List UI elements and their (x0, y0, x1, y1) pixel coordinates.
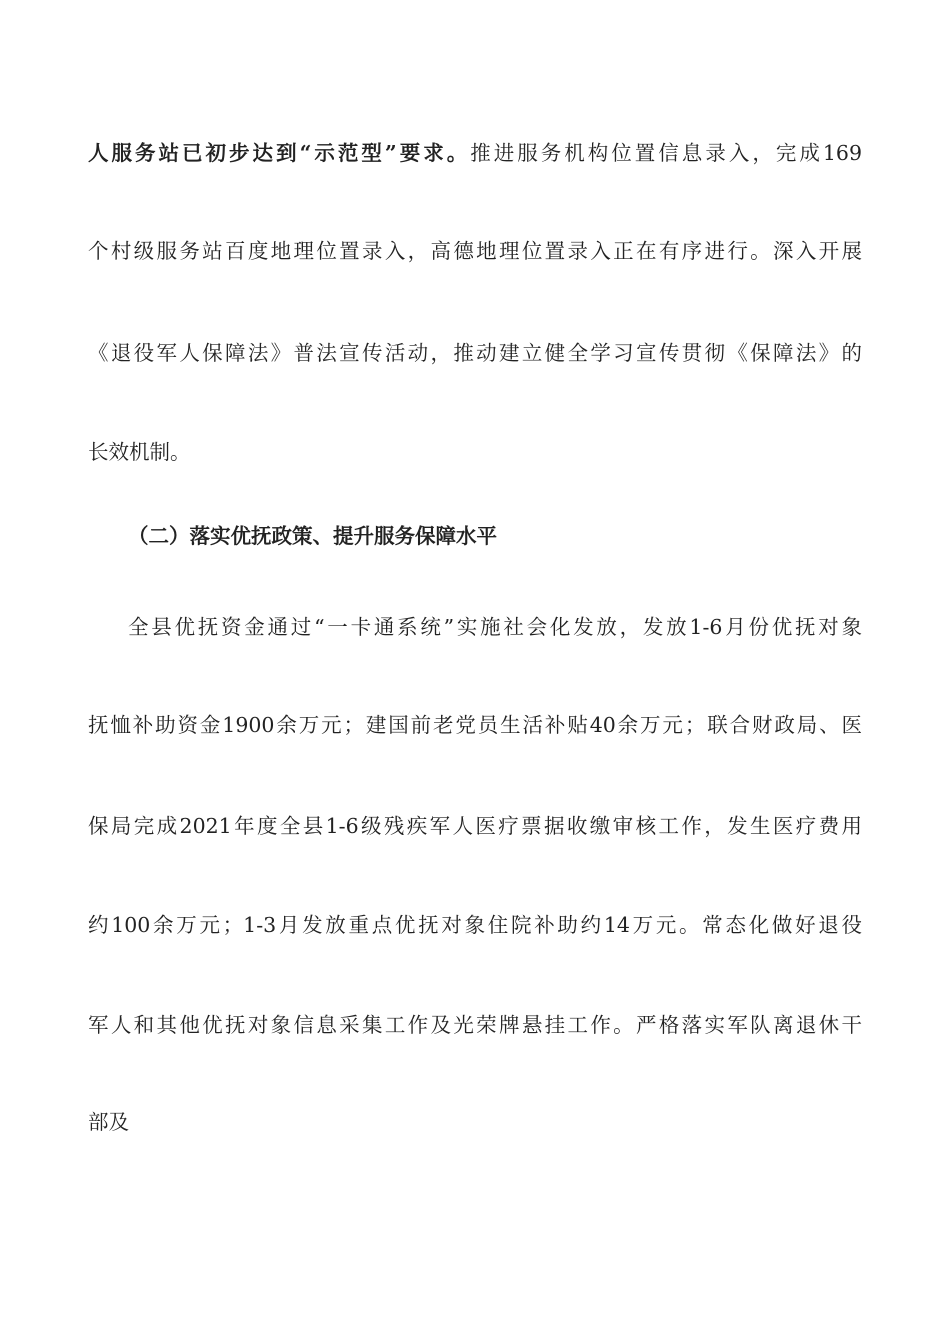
paragraph-line (88, 138, 862, 168)
paragraph-line: 保局完成2021年度全县1-6级残疾军人医疗票据收缴审核工作，发生医疗费用 (88, 814, 862, 838)
paragraph-line: 约100余万元；1-3月发放重点优抚对象住院补助约14万元。常态化做好退役 (88, 913, 862, 937)
section-heading: （二）落实优抚政策、提升服务保障水平 (128, 524, 497, 548)
paragraph-line: 全县优抚资金通过“一卡通系统”实施社会化发放，发放1-6月份优抚对象 (128, 615, 862, 639)
bold-phrase: 人服务站已初步达到“示范型”要求。 (88, 141, 471, 165)
paragraph-line: 抚恤补助资金1900余万元；建国前老党员生活补贴40余万元；联合财政局、医 (88, 713, 862, 737)
paragraph-line: 长效机制。 (88, 440, 191, 464)
paragraph-line: 军人和其他优抚对象信息采集工作及光荣牌悬挂工作。严格落实军队离退休干 (88, 1013, 862, 1037)
text-run: 推进服务机构位置信息录入，完成169 (470, 141, 862, 165)
paragraph-line: 个村级服务站百度地理位置录入，高德地理位置录入正在有序进行。深入开展 (88, 239, 862, 263)
paragraph-line: 部及 (88, 1110, 129, 1134)
paragraph-line: 《退役军人保障法》普法宣传活动，推动建立健全学习宣传贯彻《保障法》的 (88, 341, 862, 365)
